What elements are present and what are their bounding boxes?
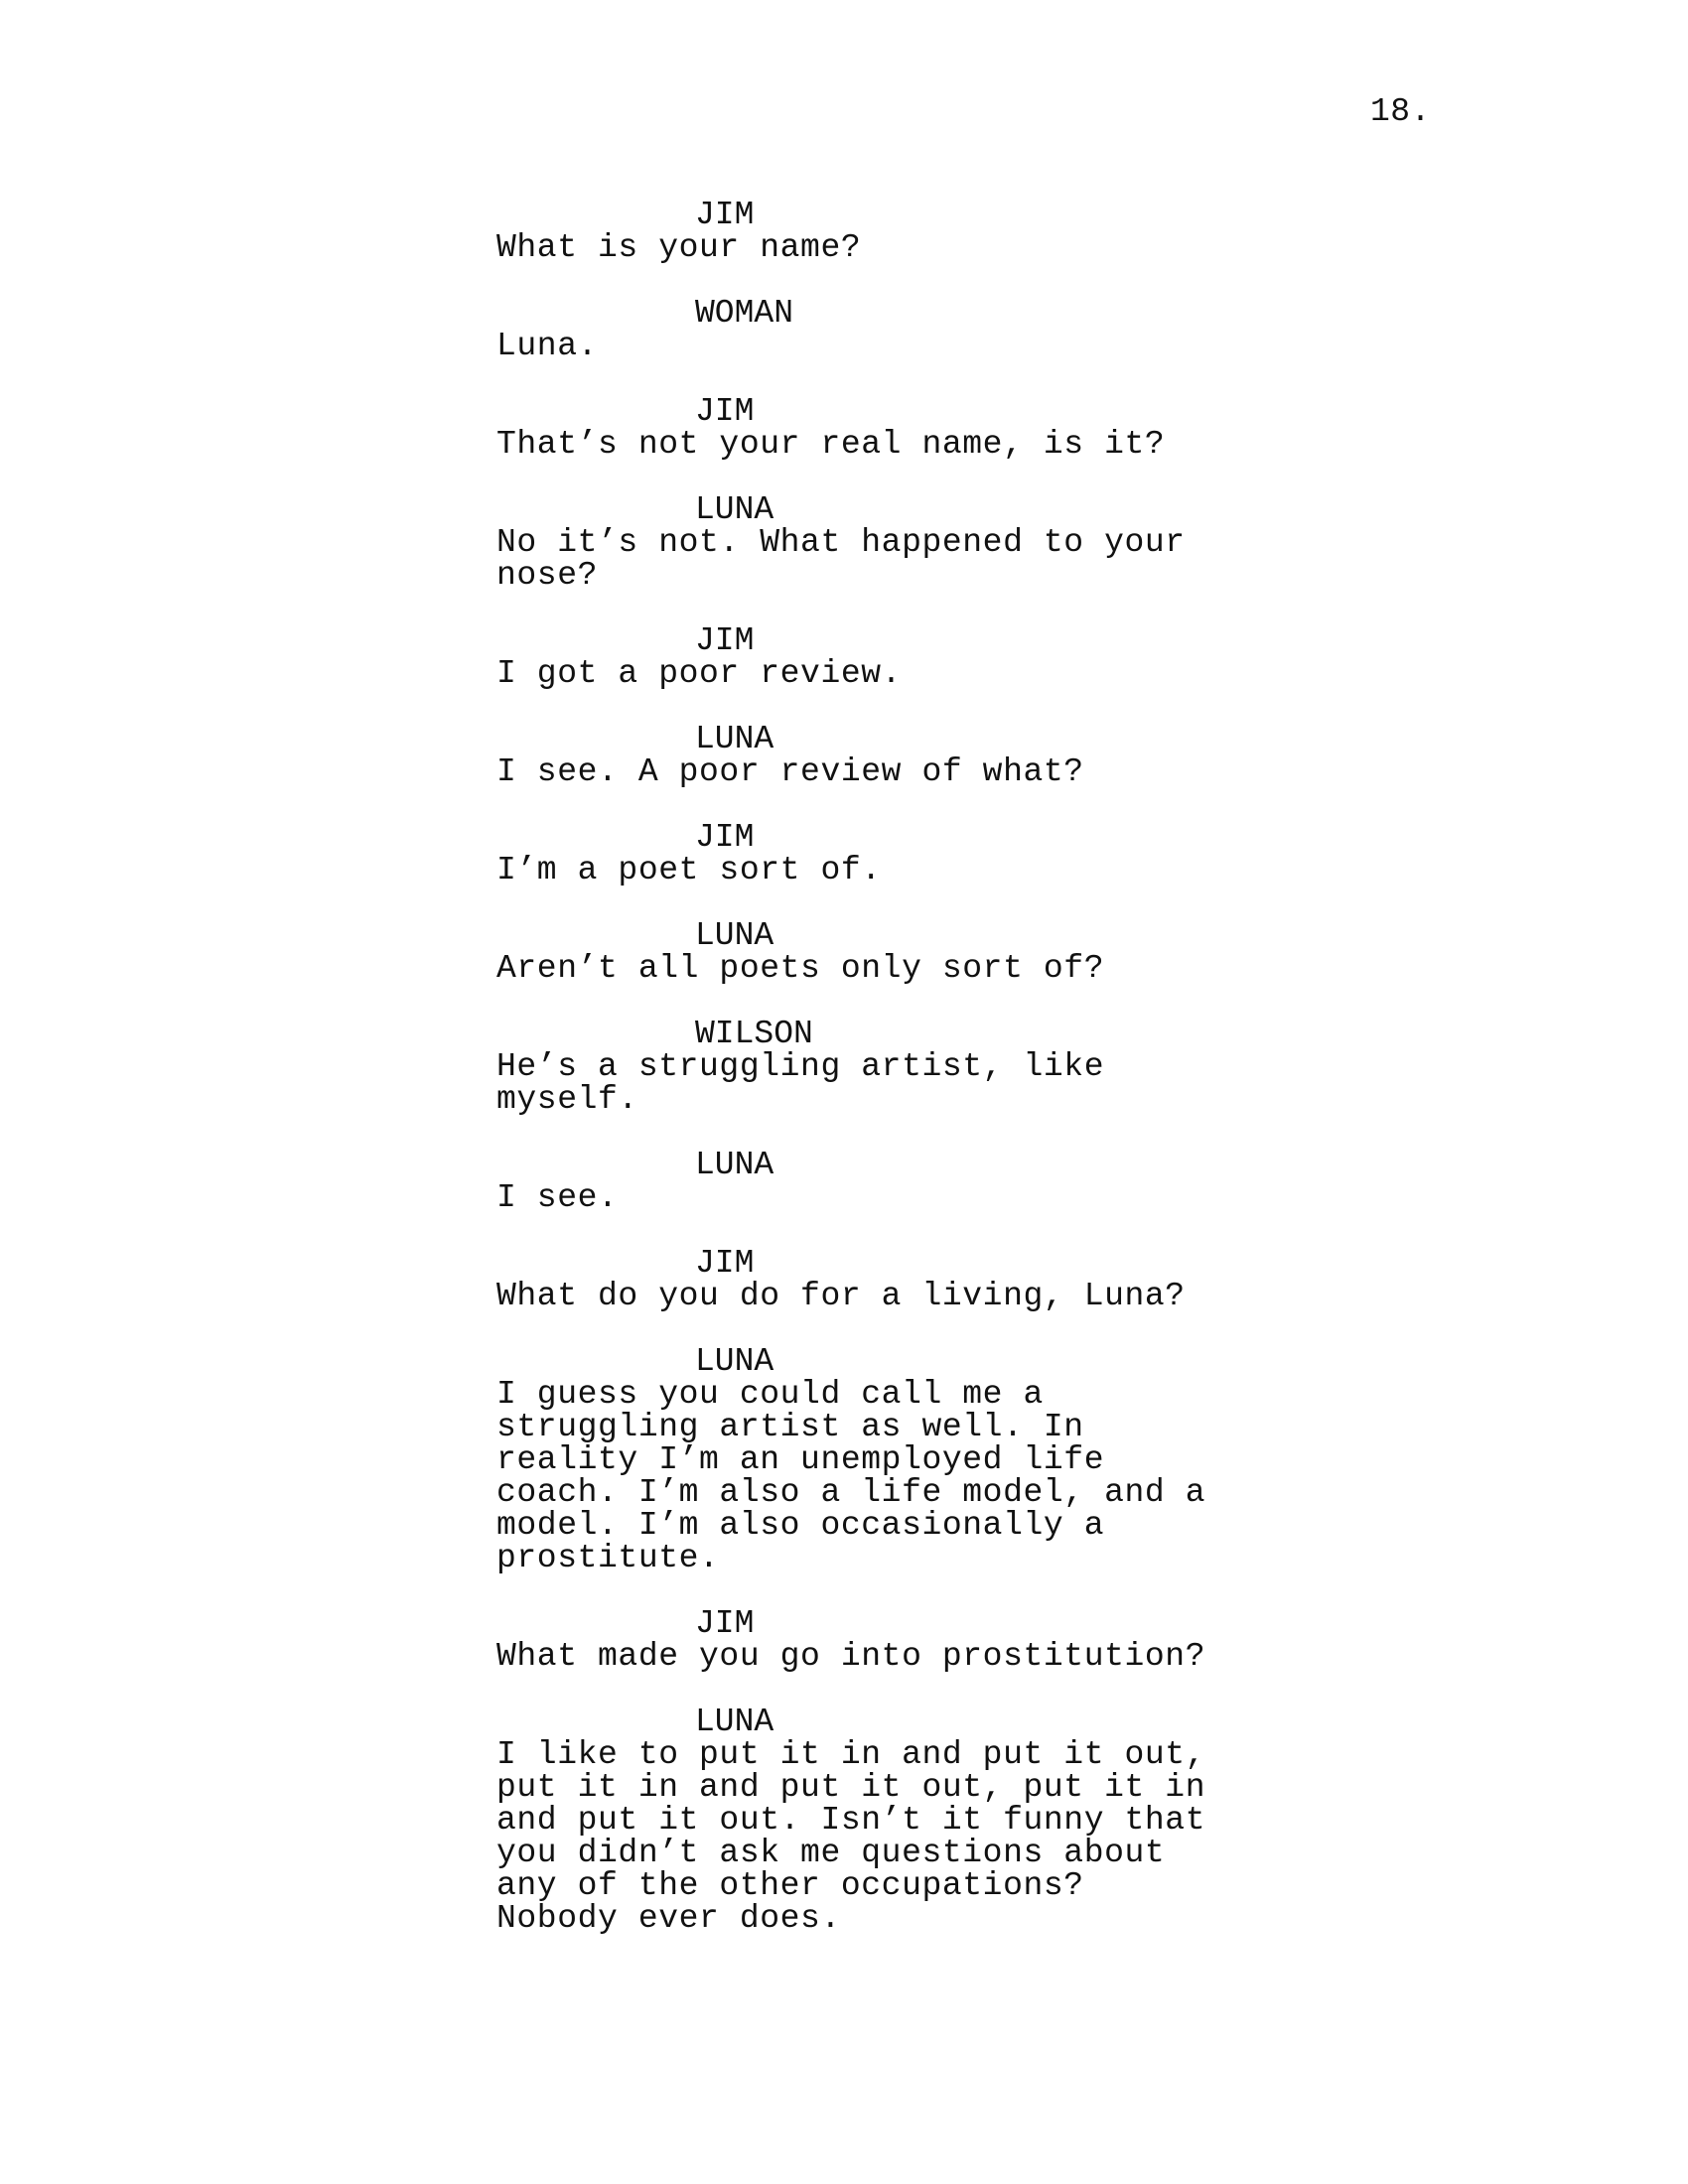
dialogue-line: struggling artist as well. In (496, 1409, 1084, 1445)
dialogue-block (496, 1706, 1211, 1935)
character-name: LUNA (695, 1147, 774, 1183)
character-name: JIM (695, 819, 755, 856)
dialogue-block (496, 1018, 1211, 1116)
dialogue-line: What is your name? (496, 229, 862, 266)
dialogue-line: nose? (496, 557, 599, 594)
dialogue-line: No it’s not. What happened to your (496, 524, 1186, 561)
dialogue-block (496, 1149, 1211, 1214)
dialogue-line: That’s not your real name, is it? (496, 426, 1166, 463)
dialogue-block (496, 821, 1211, 887)
character-name: LUNA (695, 917, 774, 954)
character-name: WOMAN (695, 295, 794, 332)
dialogue-line: myself. (496, 1081, 638, 1118)
character-name: JIM (695, 197, 755, 233)
dialogue-block (496, 1607, 1211, 1673)
dialogue-line: I see. (496, 1179, 619, 1216)
dialogue-line: I guess you could call me a (496, 1376, 1044, 1413)
dialogue-block (496, 297, 1211, 362)
character-name: JIM (695, 1245, 755, 1282)
dialogue-block (496, 493, 1211, 592)
dialogue-block (496, 919, 1211, 985)
dialogue-line: model. I’m also occasionally a (496, 1507, 1105, 1544)
character-name: LUNA (695, 1704, 774, 1740)
dialogue-line: Nobody ever does. (496, 1900, 841, 1937)
dialogue-line: and put it out. Isn’t it funny that (496, 1802, 1206, 1839)
dialogue-line: put it in and put it out, put it in (496, 1769, 1206, 1806)
dialogue-line: you didn’t ask me questions about (496, 1835, 1166, 1871)
dialogue-column (496, 199, 1211, 1968)
dialogue-block (496, 395, 1211, 461)
character-name: LUNA (695, 721, 774, 757)
dialogue-line: Luna. (496, 328, 599, 364)
dialogue-block (496, 199, 1211, 264)
dialogue-block (496, 1247, 1211, 1312)
dialogue-line: reality I’m an unemployed life (496, 1441, 1105, 1478)
dialogue-line: Aren’t all poets only sort of? (496, 950, 1105, 987)
character-name: LUNA (695, 491, 774, 528)
dialogue-line: coach. I’m also a life model, and a (496, 1474, 1206, 1511)
dialogue-line: I got a poor review. (496, 655, 903, 692)
dialogue-line: any of the other occupations? (496, 1867, 1084, 1904)
character-name: JIM (695, 393, 755, 430)
dialogue-line: What do you do for a living, Luna? (496, 1278, 1186, 1314)
character-name: JIM (695, 622, 755, 659)
dialogue-line: I’m a poet sort of. (496, 852, 882, 888)
dialogue-line: I see. A poor review of what? (496, 753, 1084, 790)
dialogue-block (496, 1345, 1211, 1574)
character-name: WILSON (695, 1016, 813, 1052)
dialogue-block (496, 723, 1211, 788)
dialogue-block (496, 624, 1211, 690)
character-name: JIM (695, 1605, 755, 1642)
dialogue-line: What made you go into prostitution? (496, 1638, 1206, 1675)
dialogue-line: prostitute. (496, 1540, 720, 1576)
character-name: LUNA (695, 1343, 774, 1380)
dialogue-line: I like to put it in and put it out, (496, 1736, 1206, 1773)
page-number: 18. (1370, 93, 1431, 130)
dialogue-line: He’s a struggling artist, like (496, 1048, 1105, 1085)
